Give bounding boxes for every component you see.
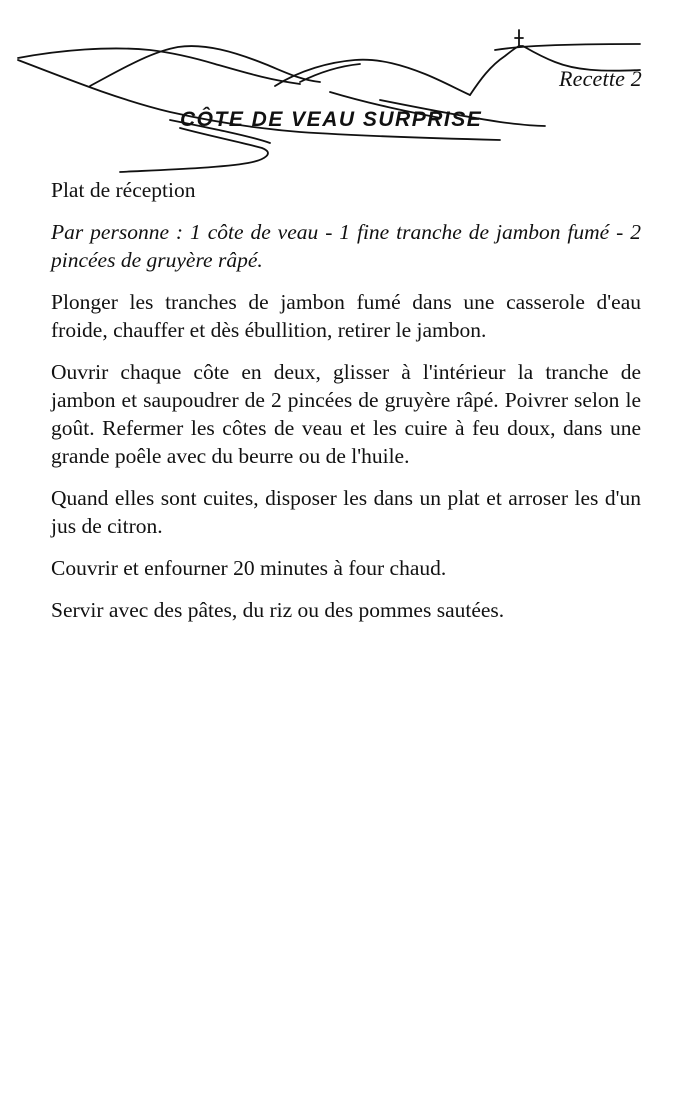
step-paragraph: Ouvrir chaque côte en deux, glisser à l'intérieur la tranche de jambon et saupoudrer de 2 pincées de gruyère râpé. Poivrer selon le goût. Refermer les côtes de veau et les cuire à feu doux, dans une grande poêle avec du beurre ou de l'huile. <box>51 360 641 468</box>
step-paragraph: Quand elles sont cuites, disposer les dans un plat et arroser les d'un jus de citron. <box>51 486 641 538</box>
step-paragraph: Servir avec des pâtes, du riz ou des pommes sautées. <box>51 598 505 622</box>
recipe-title: CÔTE DE VEAU SURPRISE <box>180 108 483 131</box>
recipe-header <box>0 0 700 190</box>
step-paragraph: Couvrir et enfourner 20 minutes à four chaud. <box>51 556 447 580</box>
ingredients-paragraph: Par personne : 1 côte de veau - 1 fine tranche de jambon fumé - 2 pincées de gruyère râpé. <box>51 220 641 272</box>
recipe-category: Plat de réception <box>51 178 196 202</box>
mountain-landscape-illustration <box>0 0 700 190</box>
recipe-body <box>51 176 641 638</box>
step-paragraph: Plonger les tranches de jambon fumé dans une casserole d'eau froide, chauffer et dès ébullition, retirer le jambon. <box>51 290 641 342</box>
recipe-number: Recette 2 <box>558 66 642 91</box>
